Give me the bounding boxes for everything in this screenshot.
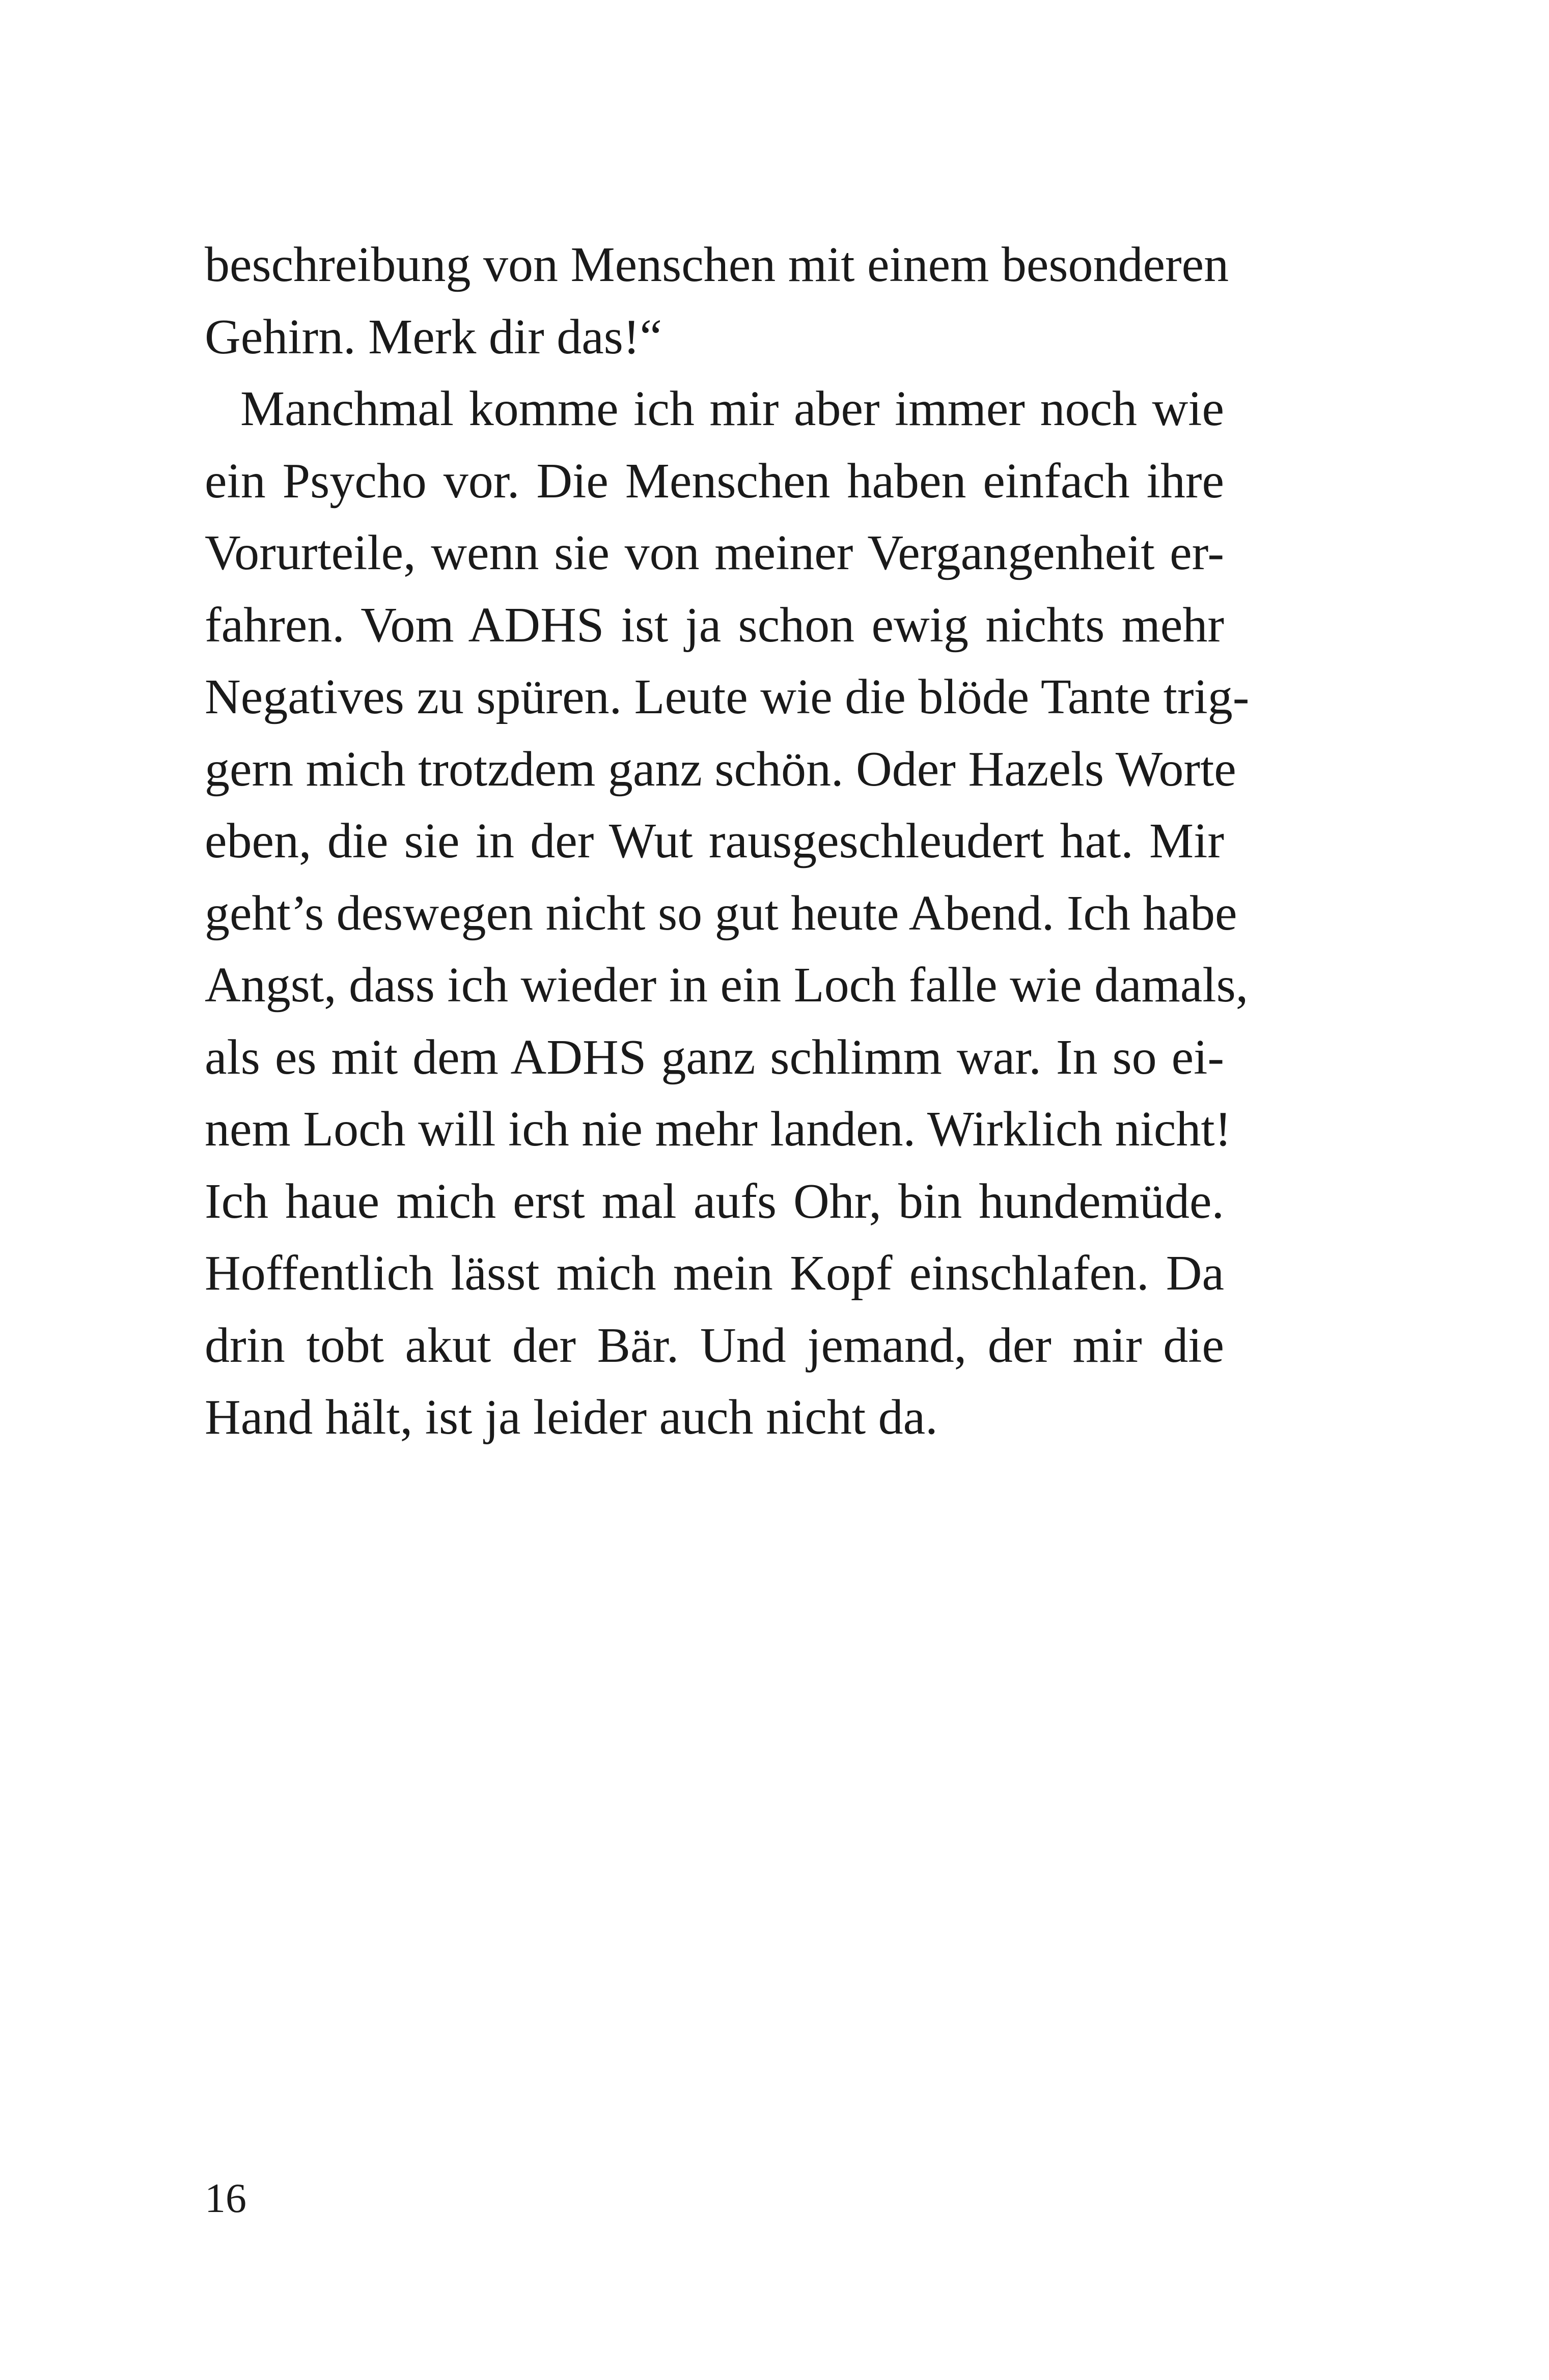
text-line: eben, die sie in der Wut rausgeschleudert hat. Mir — [205, 814, 1224, 869]
text-line: Vorurteile, wenn sie von meiner Vergangenheit er- — [205, 525, 1224, 580]
text-line: beschreibung von Menschen mit einem besonderen — [205, 237, 1229, 292]
text-line: nem Loch will ich nie mehr landen. Wirklich nicht! — [205, 1102, 1232, 1157]
text-line: ein Psycho vor. Die Menschen haben einfach ihre — [205, 453, 1224, 509]
text-line: Negatives zu spüren. Leute wie die blöde Tante trig- — [205, 669, 1250, 724]
text-line: Angst, dass ich wieder in ein Loch falle wie damals, — [205, 958, 1249, 1013]
body-text — [205, 229, 1250, 1454]
text-line: fahren. Vom ADHS ist ja schon ewig nichts mehr — [205, 597, 1224, 653]
text-line: Hand hält, ist ja leider auch nicht da. — [205, 1390, 938, 1445]
text-line: Manchmal komme ich mir aber immer noch wie — [240, 381, 1224, 436]
text-line: drin tobt akut der Bär. Und jemand, der mir die — [205, 1318, 1224, 1373]
text-line: Gehirn. Merk dir das!“ — [205, 309, 662, 365]
text-line: gern mich trotzdem ganz schön. Oder Hazels Worte — [205, 741, 1236, 797]
text-line: Ich haue mich erst mal aufs Ohr, bin hundemüde. — [205, 1173, 1224, 1229]
text-line: Hoffentlich lässt mich mein Kopf einschlafen. Da — [205, 1246, 1224, 1301]
text-line: geht’s deswegen nicht so gut heute Abend. Ich habe — [205, 885, 1237, 941]
text-line: als es mit dem ADHS ganz schlimm war. In so ei- — [205, 1029, 1224, 1085]
page-number: 16 — [205, 2175, 246, 2221]
